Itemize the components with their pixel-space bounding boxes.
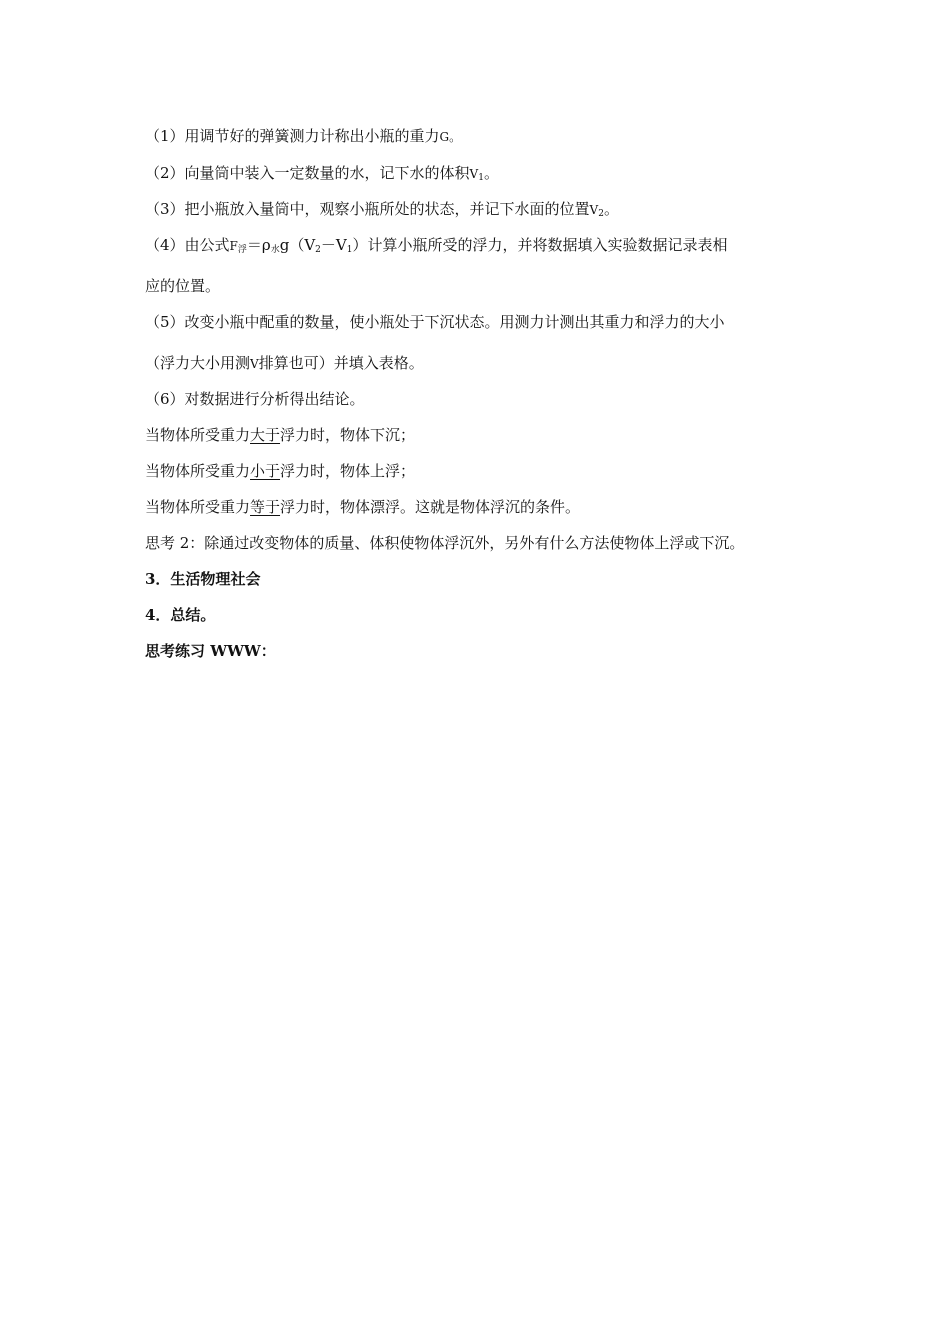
- step-5: [145, 312, 725, 332]
- step-5-cont-text: （浮力大小用测: [145, 354, 251, 372]
- formula-minus-v: －V: [320, 236, 347, 254]
- step-2-end: 。: [483, 164, 499, 182]
- conclusion-sink-post: 浮力时，物体下沉；: [280, 426, 416, 444]
- conclusion-rise-pre: 当物体所受重力: [145, 462, 251, 480]
- step-6-text: （6）对数据进行分析得出结论。: [145, 390, 365, 408]
- step-2-subscript: 1: [478, 173, 484, 183]
- step-3-symbol: V: [589, 203, 599, 217]
- think-2: [145, 533, 744, 553]
- step-3-text: （3）把小瓶放入量筒中，观察小瓶所处的状态，并记下水面的位置: [145, 200, 590, 218]
- formula-g-v: g（V: [279, 236, 316, 254]
- step-1-text: （1）用调节好的弹簧测力计称出小瓶的重力: [145, 127, 440, 145]
- step-4-cont-text: 应的位置。: [145, 277, 221, 295]
- conclusion-rise-key: 小于: [250, 462, 281, 480]
- step-6: [145, 389, 365, 409]
- conclusion-float-key: 等于: [250, 498, 281, 516]
- step-4: [145, 235, 728, 260]
- conclusion-sink-pre: 当物体所受重力: [145, 426, 251, 444]
- section-4-heading: [145, 605, 215, 625]
- step-5-v-symbol: V: [250, 357, 259, 371]
- formula-equals-rho: ＝ρ: [246, 236, 271, 254]
- section-3-text: 3．生活物理社会: [145, 570, 261, 588]
- step-3-end: 。: [603, 200, 619, 218]
- conclusion-sink: [145, 425, 415, 445]
- formula-F: F: [229, 239, 238, 253]
- step-2-symbol: V: [469, 167, 479, 181]
- step-4-text-a: （4）由公式: [145, 236, 230, 254]
- step-5-cont-text-2: 排算也可）并填入表格。: [258, 354, 424, 372]
- conclusion-float-pre: 当物体所受重力: [145, 498, 251, 516]
- step-5-continued: [145, 353, 424, 374]
- formula-v1-subscript: 1: [346, 245, 353, 255]
- step-2: [145, 163, 499, 188]
- step-2-text: （2）向量筒中装入一定数量的水，记下水的体积: [145, 164, 470, 182]
- step-5-text: （5）改变小瓶中配重的数量，使小瓶处于下沉状态。用测力计测出其重力和浮力的大小: [145, 313, 725, 331]
- practice-text: 思考练习 WWW：: [145, 642, 276, 660]
- think-2-text: 思考 2：除通过改变物体的质量、体积使物体浮沉外，另外有什么方法使物体上浮或下沉。: [145, 534, 745, 552]
- section-4-text: 4．总结。: [145, 606, 216, 624]
- practice-heading: [145, 641, 276, 661]
- conclusion-float: [145, 497, 580, 517]
- conclusion-float-post: 浮力时，物体漂浮。这就是物体浮沉的条件。: [280, 498, 581, 516]
- step-3-subscript: 2: [598, 209, 604, 219]
- conclusion-sink-key: 大于: [250, 426, 281, 444]
- step-1-symbol: G。: [439, 130, 462, 144]
- step-4-continued: [145, 276, 220, 296]
- step-4-text-b: ）计算小瓶所受的浮力，并将数据填入实验数据记录表相: [352, 236, 728, 254]
- formula-v2-subscript: 2: [315, 245, 321, 255]
- conclusion-rise-post: 浮力时，物体上浮；: [280, 462, 416, 480]
- step-3: [145, 199, 619, 224]
- conclusion-rise: [145, 461, 415, 481]
- formula-rho-subscript: 水: [270, 245, 280, 255]
- formula-F-subscript: 浮: [237, 245, 247, 255]
- step-1: [145, 126, 461, 147]
- section-3-heading: [145, 569, 260, 589]
